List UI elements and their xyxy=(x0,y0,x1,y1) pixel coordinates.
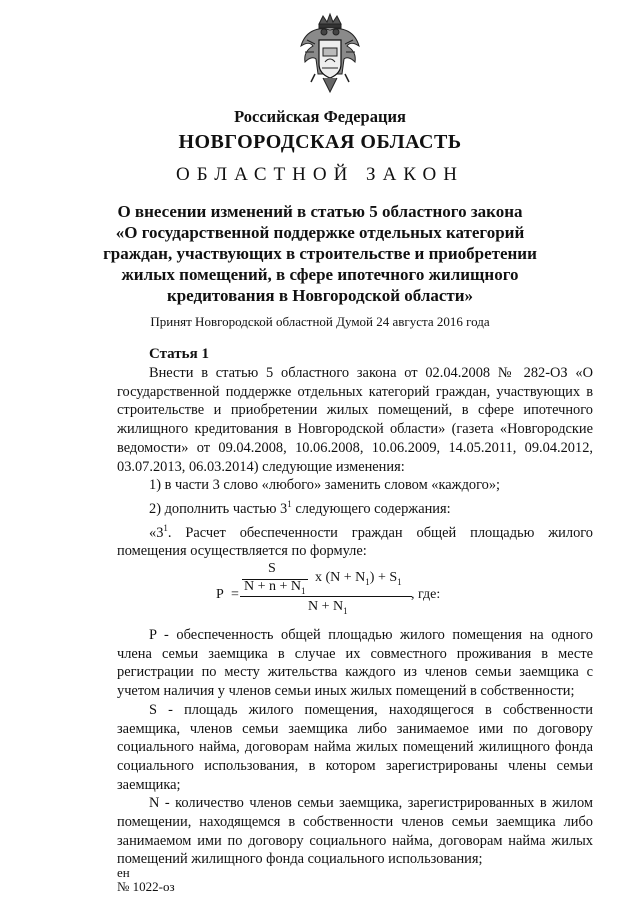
new-part-superscript: 1 xyxy=(163,522,168,533)
item-2-superscript: 1 xyxy=(287,498,292,509)
item-2-suffix: следующего содержания: xyxy=(291,500,451,517)
footer-initials: ен xyxy=(117,865,130,880)
law-title-line: кредитования в Новгородской области» xyxy=(166,286,474,305)
adoption-note: Принят Новгородской областной Думой 24 августа 2016 года xyxy=(150,314,490,329)
definitions-block xyxy=(117,626,593,869)
formula-inner-denominator: $N + n + N_1$ xyxy=(244,579,306,596)
law-title-line: О внесении изменений в статью 5 областного закона xyxy=(117,202,523,221)
coverage-formula xyxy=(212,561,472,619)
formula-equals: = xyxy=(231,587,239,602)
article-body-top xyxy=(117,364,593,561)
definition-s: S - площадь жилого помещения, находящегося в собственности заемщика, членов семьи заемщика либо занимаемое ими по договору социального найма, договорам найма жилых помещений жилищного фонда социального использования, в котором зарегистрированы члены семьи заемщика; xyxy=(117,701,593,793)
formula-multiplier: x $(N + N_1) + S_1$ xyxy=(315,570,402,587)
document-footer xyxy=(117,866,175,894)
new-part-prefix: «3 xyxy=(149,524,164,541)
law-title xyxy=(0,201,640,306)
law-type: ОБЛАСТНОЙ ЗАКОН xyxy=(176,164,464,185)
formula-trail: , где: xyxy=(411,587,441,602)
item-2-prefix: 2) дополнить частью 3 xyxy=(149,500,288,517)
region-name: НОВГОРОДСКАЯ ОБЛАСТЬ xyxy=(178,131,462,153)
article-intro: Внести в статью 5 областного закона от 02.04.2008 № 282-ОЗ «О государственной поддержке отдельных категорий граждан, участвующих в строительстве и приобретении жилых помещений, в сфере ипотечного жилищного кредитования в Новгородской области» (газета «Новгородские ведомости» от 09.04.2008, 10.06.2008, 10.06.2009, 14.05.2011, 09.04.2012, 03.07.2013, 06.03.2014) следующие изменения: xyxy=(117,365,593,475)
law-title-line: граждан, участвующих в строительстве и приобретении xyxy=(103,244,537,263)
definition-n: N - количество членов семьи заемщика, зарегистрированных в жилом помещении, находящемся в собственности членов семьи заемщика либо занимаемом ими по договору социального найма, договорам найма жилых помещений жилищного фонда социального использования; xyxy=(117,795,593,868)
footer-number: № 1022-оз xyxy=(117,879,175,894)
formula-main-fraction-bar xyxy=(240,596,412,597)
law-title-line: жилых помещений, в сфере ипотечного жилищного xyxy=(121,265,519,284)
law-title-line: «О государственной поддержке отдельных категорий xyxy=(115,223,525,242)
formula-lhs: P xyxy=(216,587,224,602)
coat-of-arms-emblem xyxy=(297,12,363,98)
new-part-text xyxy=(117,519,593,561)
definition-p: P - обеспеченность общей площадью жилого помещения на одного члена семьи заемщика в случае их совместного проживания в месте регистрации по месту жительства каждого из членов семьи заемщика с учетом наличия у членов семьи иных жилых помещений в собственности; xyxy=(117,627,593,700)
amendment-item-1: 1) в части 3 слово «любого» заменить словом «каждого»; xyxy=(149,477,501,494)
article-heading: Статья 1 xyxy=(149,346,209,362)
new-part-body: . Расчет обеспеченности граждан общей площадью жилого помещения осуществляется по формуле: xyxy=(117,524,593,560)
amendment-item-2 xyxy=(117,495,593,519)
country-name: Российская Федерация xyxy=(234,107,406,126)
formula-outer-denominator: $N + N_1$ xyxy=(308,599,348,616)
formula-inner-numerator: S xyxy=(268,561,276,576)
